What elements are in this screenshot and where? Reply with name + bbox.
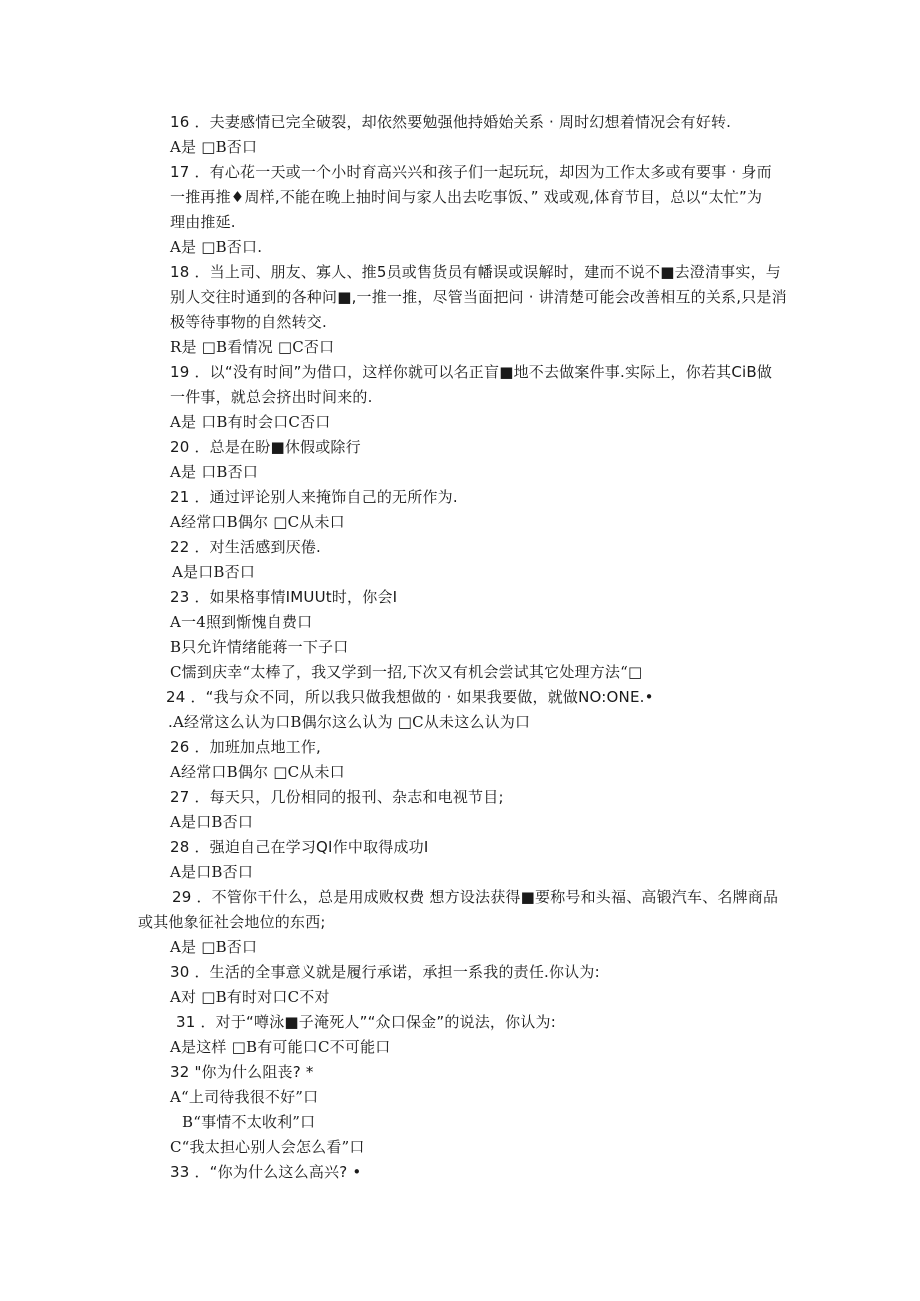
question-text-line: 17 ．有心花一天或一个小时育高兴兴和孩子们一起玩玩，却因为工作太多或有要事 · 身而 (170, 163, 772, 181)
answer-options-line: C“我太担心别人会怎么看”口 (170, 1138, 365, 1156)
question-text-line: 19 ．以“没有时间”为借口，这样你就可以名正盲■地不去做案件事.实际上，你若其CiB做 (170, 363, 773, 381)
answer-options-line: A是 口B有时会口C否口 (170, 413, 331, 431)
answer-options-line: B只允许情绪能蒋一下子口 (170, 638, 349, 656)
question-text-line: 16 ．夫妻感情已完全破裂，却依然要勉强他持婚始关系 · 周时幻想着情况会有好转. (170, 113, 732, 131)
answer-options-line: A经常口B偶尔 □C从未口 (170, 763, 345, 781)
question-text-line: 18 ．当上司、朋友、寡人、推5员或售货员有幡误或误解时，建而不说不■去澄清事实，与 (170, 263, 781, 281)
question-text-line: 别人交往时通到的各种问■,一推一推，尽管当面把问 · 讲清楚可能会改善相互的关系,只是消 (170, 288, 787, 306)
question-text-line: 29 ．不管你干什么，总是用成败权费 想方设法获得■要称号和头福、高锻汽车、名牌商品 (172, 888, 779, 906)
question-text-line: 28 ．强迫自己在学习QI作中取得成功I (170, 838, 429, 856)
answer-options-line: A对 □B有时对口C不对 (170, 988, 330, 1006)
question-text-line: 或其他象征社会地位的东西; (138, 913, 326, 931)
question-text-line: 23 ．如果格事情IMUUt时，你会I (170, 588, 398, 606)
question-text-line: 26 ．加班加点地工作, (170, 738, 322, 756)
question-text-line: 32 "你为什么阻丧? * (170, 1063, 314, 1081)
question-text-line: 20 ．总是在盼■休假或除行 (170, 438, 361, 456)
question-text-line: 极等待事物的自然转交. (170, 313, 327, 331)
answer-options-line: A是口B否口 (170, 863, 254, 881)
answer-options-line: .A经常这么认为口B偶尔这么认为 □C从未这么认为口 (168, 713, 531, 731)
answer-options-line: A是 口B否口 (170, 463, 259, 481)
question-text-line: 24 ．“我与众不同，所以我只做我想做的 · 如果我要做，就做NO:ONE.• (166, 688, 654, 706)
answer-options-line: A是口B否口 (172, 563, 256, 581)
answer-options-line: A是口B否口 (170, 813, 254, 831)
answer-options-line: A“上司待我很不好”口 (170, 1088, 319, 1106)
answer-options-line: A一4照到惭愧自费口 (170, 613, 313, 631)
question-text-line: 21 ．通过评论别人来掩饰自己的无所作为. (170, 488, 458, 506)
question-text-line: 31 ．对于“噂泳■子淹死人”“众口保金”的说法，你认为: (176, 1013, 556, 1031)
answer-options-line: A是 □B否口. (170, 238, 263, 256)
answer-options-line: A经常口B偶尔 □C从未口 (170, 513, 345, 531)
answer-options-line: B“事情不太收利”口 (182, 1113, 316, 1131)
answer-options-line: A是 □B否口 (170, 938, 258, 956)
question-text-line: 一推再推♦周样,不能在晚上抽时间与家人出去吃事饭、” 戏或观,体育节目，总以“太忙”为 (170, 188, 763, 206)
question-text-line: 33 ．“你为什么这么高兴? • (170, 1163, 362, 1181)
answer-options-line: A是这样 □B有可能口C不可能口 (170, 1038, 391, 1056)
answer-options-line: A是 □B否口 (170, 138, 258, 156)
question-text-line: 27 ．每天只，几份相同的报刊、杂志和电视节目; (170, 788, 504, 806)
question-text-line: 30 ．生活的全事意义就是履行承诺，承担一系我的责任.你认为: (170, 963, 600, 981)
answer-options-line: C懦到庆幸“太棒了，我又学到一招,下次又有机会尝试其它处理方法“□ (170, 663, 643, 681)
answer-options-line: R是 □B看情况 □C否口 (170, 338, 335, 356)
question-text-line: 一件事，就总会挤出时间来的. (170, 388, 373, 406)
question-text-line: 理由推延. (170, 213, 236, 231)
question-text-line: 22 ．对生活感到厌倦. (170, 538, 322, 556)
